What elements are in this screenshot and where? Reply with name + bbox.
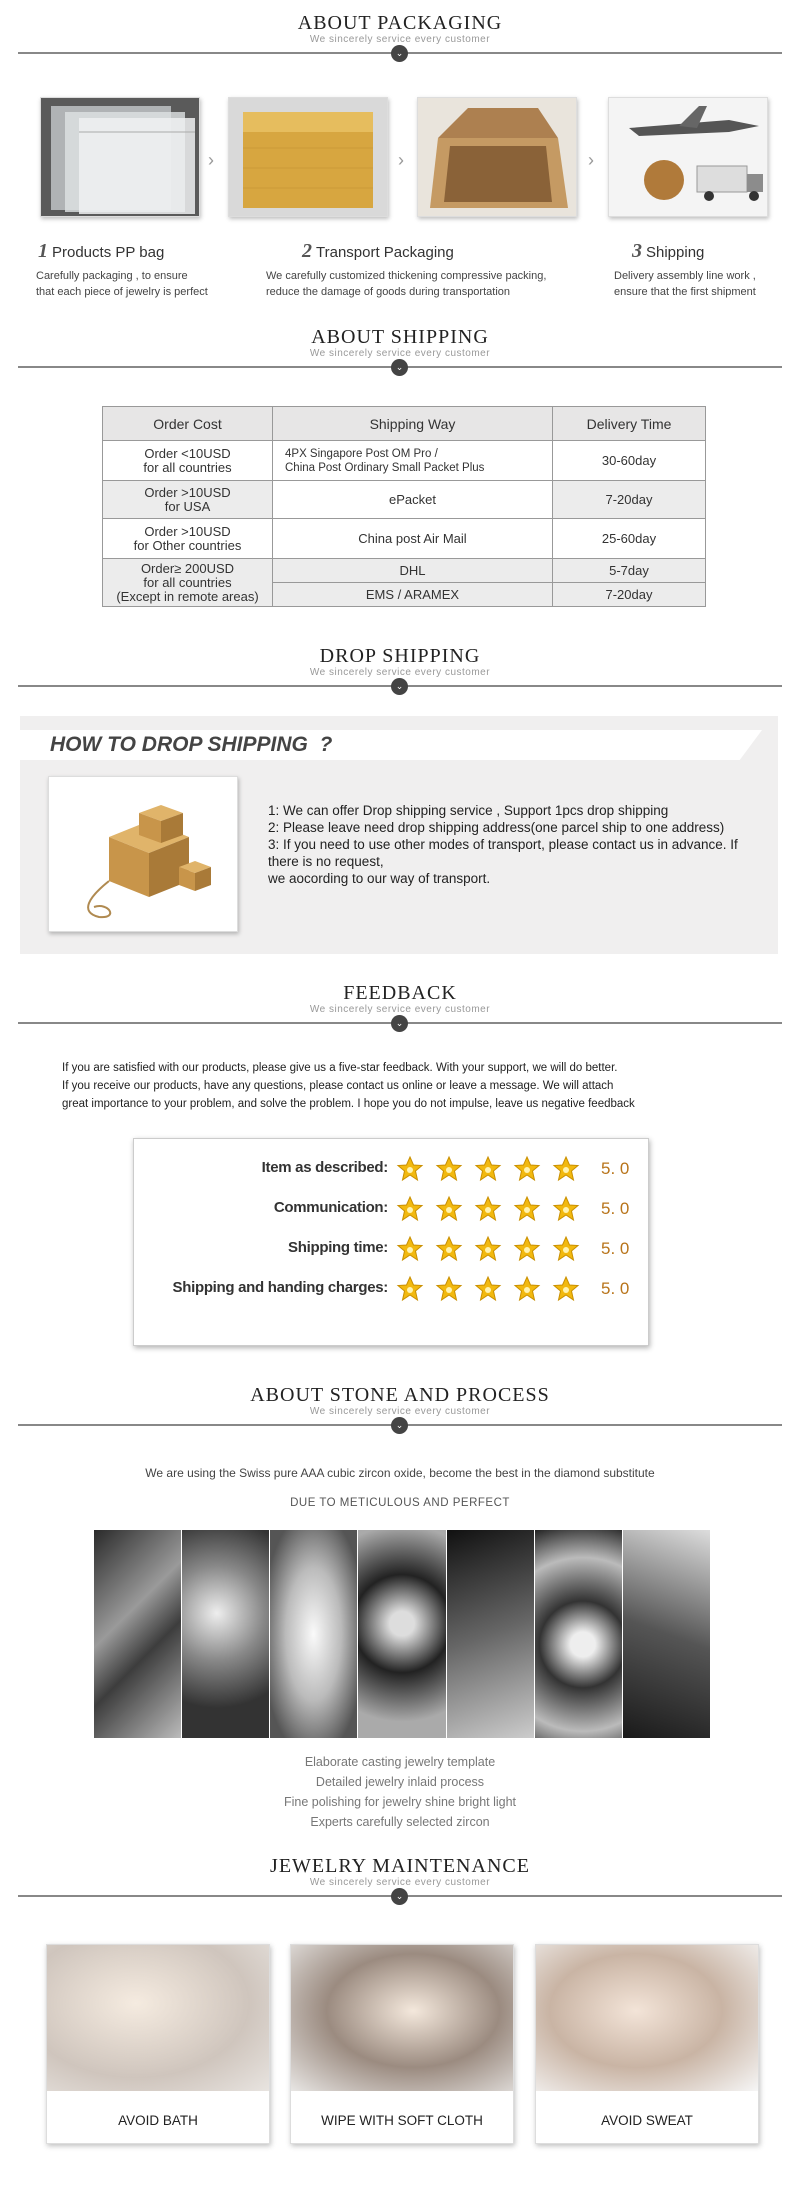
feedback-text: If you are satisfied with our products, please give us a five-star feedback. With your support, we will do better. If you receive our products, have any questions, please contact us online or leave a message. We will attach great importance to your problem, and solve the problem. I hope you do not impulse, leave us negative feedback (62, 1062, 635, 1110)
section-header-shipping (0, 326, 800, 372)
polishing-image (447, 1530, 535, 1738)
star-icon (435, 1155, 463, 1183)
table-header: Shipping Way (273, 407, 553, 441)
star-icon (396, 1155, 424, 1183)
pack-step-2-desc: We carefully customized thickening compressive packing, reduce the damage of goods during transportation (266, 270, 547, 298)
sleeping-photo (291, 1945, 513, 2091)
chevron-down-icon: ⌄ (391, 678, 408, 695)
table-row: EMS / ARAMEX 7-20day (103, 583, 706, 607)
section-subtitle: We sincerely service every customer (309, 348, 491, 359)
section-header-drop-shipping (0, 645, 800, 691)
section-title: JEWELRY MAINTENANCE (270, 1855, 530, 1877)
stone-tagline: DUE TO METICULOUS AND PERFECT (290, 1497, 510, 1509)
star-icon (396, 1195, 424, 1223)
shipping-plane-truck-image (608, 97, 768, 217)
star-icon (552, 1155, 580, 1183)
drop-shipping-panel (20, 716, 778, 954)
section-header-stone (0, 1384, 800, 1430)
carton-box-image (417, 97, 577, 217)
chevron-down-icon: ⌄ (391, 1417, 408, 1434)
star-icon (474, 1195, 502, 1223)
section-subtitle: We sincerely service every customer (309, 1004, 491, 1015)
maintenance-card: AVOID SWEAT (535, 1944, 759, 2144)
feedback-ratings-box (133, 1138, 649, 1346)
process-image-strip (94, 1530, 710, 1738)
star-icon (513, 1275, 541, 1303)
drop-shipping-text: 1: We can offer Drop shipping service , Support 1pcs drop shipping 2: Please leave need drop shipping address(one parcel ship to one address) 3: If you need to use other modes of transport, please contact us in advance. If there is no request, we aocording to our way of transport. (268, 803, 738, 886)
table-row: Order >10USD for Other countries China post Air Mail 25-60day (103, 519, 706, 559)
table-row: Order >10USD for USA ePacket 7-20day (103, 481, 706, 519)
star-icon (474, 1275, 502, 1303)
brooch-image (535, 1530, 623, 1738)
arrow-right-icon: › (398, 150, 404, 170)
arrow-right-icon: › (208, 150, 214, 170)
star-icon (552, 1195, 580, 1223)
star-icon (435, 1195, 463, 1223)
boxes-image (48, 776, 238, 932)
stone-process-list: Elaborate casting jewelry template Detailed jewelry inlaid process Fine polishing for jewelry shine bright light Experts carefully selected zircon (283, 1755, 517, 1829)
shipping-table (102, 406, 706, 607)
chevron-down-icon: ⌄ (391, 45, 408, 62)
pack-step-1-desc: Carefully packaging , to ensure that each piece of jewelry is perfect (36, 270, 208, 298)
pack-step-3: 3 Shipping (632, 240, 705, 262)
arrow-right-icon: › (588, 150, 594, 170)
section-subtitle: We sincerely service every customer (309, 34, 491, 45)
section-title: FEEDBACK (343, 982, 457, 1004)
chevron-down-icon: ⌄ (391, 1015, 408, 1032)
star-icon (396, 1235, 424, 1263)
table-row: Order <10USD for all countries 4PX Singapore Post OM Pro / China Post Ordinary Small Packet Plus 30-60day (103, 441, 706, 481)
section-title: DROP SHIPPING (319, 645, 481, 667)
rating-row: Shipping and handing charges: 5. 0 (134, 1269, 650, 1309)
washing-face-photo (536, 1945, 758, 2091)
section-title: ABOUT SHIPPING (311, 326, 489, 348)
star-icon (513, 1235, 541, 1263)
pack-step-3-desc: Delivery assembly line work , ensure that the first shipment (614, 270, 756, 298)
star-icon (435, 1275, 463, 1303)
star-icon (396, 1275, 424, 1303)
chevron-down-icon: ⌄ (391, 359, 408, 376)
maintenance-card: WIPE WITH SOFT CLOTH (290, 1944, 514, 2144)
pp-bag-image (40, 97, 200, 217)
section-subtitle: We sincerely service every customer (309, 1406, 491, 1417)
bath-photo (47, 1945, 269, 2091)
inlay-image (358, 1530, 446, 1738)
stone-intro: We are using the Swiss pure AAA cubic zircon oxide, become the best in the diamond substitute (145, 1466, 655, 1480)
section-header-maintenance (0, 1855, 800, 1901)
rating-row: Shipping time: 5. 0 (134, 1229, 650, 1269)
table-header: Delivery Time (553, 407, 706, 441)
section-header-packaging (0, 12, 800, 58)
star-icon (552, 1235, 580, 1263)
star-icon (435, 1235, 463, 1263)
zircon-image (182, 1530, 270, 1738)
section-subtitle: We sincerely service every customer (309, 667, 491, 678)
pack-step-2: 2 Transport Packaging (302, 240, 454, 262)
table-header: Order Cost (103, 407, 273, 441)
drop-banner-title: HOW TO DROP SHIPPING ? (50, 733, 333, 756)
section-title: ABOUT PACKAGING (297, 12, 503, 34)
rating-row: Communication: 5. 0 (134, 1189, 650, 1229)
flower-image (270, 1530, 358, 1738)
section-header-feedback (0, 982, 800, 1028)
casting-image (94, 1530, 182, 1738)
chevron-down-icon: ⌄ (391, 1888, 408, 1905)
star-icon (513, 1155, 541, 1183)
star-icon (513, 1195, 541, 1223)
star-icon (552, 1275, 580, 1303)
rating-row: Item as described: 5. 0 (134, 1149, 650, 1189)
pack-step-1: 1 Products PP bag (38, 240, 165, 262)
inspection-image (623, 1530, 710, 1738)
section-subtitle: We sincerely service every customer (309, 1877, 491, 1888)
star-icon (474, 1235, 502, 1263)
star-icon (474, 1155, 502, 1183)
bubble-envelope-image (228, 97, 388, 217)
maintenance-card: AVOID BATH (46, 1944, 270, 2144)
table-row: Order≥ 200USD for all countries (Except in remote areas) DHL 5-7day (103, 559, 706, 583)
section-title: ABOUT STONE AND PROCESS (250, 1384, 550, 1406)
